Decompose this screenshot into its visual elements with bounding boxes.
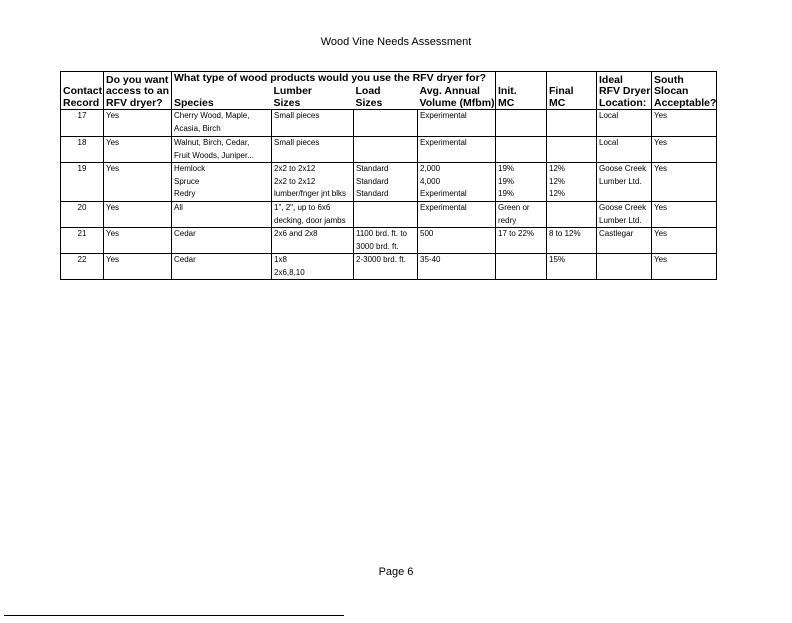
needs-assessment-table [60,71,717,280]
header-line: Ideal [599,73,623,86]
cell-ideal-location [597,137,652,163]
cell-line: All [174,203,183,212]
header-line: MC [498,96,515,109]
cell-final-mc [547,137,597,163]
cell-line: Local [599,138,619,147]
cell-final-mc [547,228,597,254]
cell-avg-volume [418,110,496,137]
footer-rule [4,615,344,616]
table-body [61,110,717,280]
cell-line: Standard [356,189,389,198]
cell-line: 2-3000 brd. ft. [356,255,406,264]
cell-contact-record: 22 [61,254,104,280]
cell-line: Lumber Ltd. [599,215,642,225]
cell-lumber-sizes [272,110,354,137]
cell-line: Walnut, Birch, Cedar, [174,138,250,147]
header-line: Slocan [654,85,689,97]
cell-contact-record: 20 [61,202,104,228]
cell-contact-record: 19 [61,163,104,202]
cell-init-mc [496,137,547,163]
cell-line: 4,000 [420,176,441,186]
cell-line: 3000 brd. ft. [356,241,399,251]
cell-line: 2x2 to 2x12 [274,164,316,173]
cell-avg-volume [418,137,496,163]
cell-line: 19% [498,164,515,173]
header-line: Avg. Annual [419,85,480,97]
cell-south-slocan: Yes [652,254,717,280]
cell-south-slocan: Yes [652,137,717,163]
cell-init-mc [496,110,547,137]
header-access [104,72,172,110]
header-line: RFV dryer? [106,96,163,109]
header-line: access to an [106,85,170,97]
cell-lumber-sizes [272,137,354,163]
header-line: Sizes [355,96,383,109]
document-title: Wood Vine Needs Assessment [320,36,472,48]
header-init-mc [496,72,547,110]
cell-line: 2,000 [420,164,441,173]
header-line: South [654,73,684,86]
cell-final-mc [547,254,597,280]
cell-lumber-sizes [272,202,354,228]
header-line: MC [549,96,566,109]
header-final-mc [547,72,597,110]
cell-avg-volume [418,228,496,254]
cell-access: Yes [104,163,172,202]
header-contact-record [61,72,104,110]
cell-line: 8 to 12% [549,229,581,238]
cell-ideal-location [597,254,652,280]
header-line: RFV Dryer [599,85,651,97]
table-row [61,228,717,254]
cell-line: 12% [549,189,566,198]
cell-line: 19% [498,189,515,198]
header-south-slocan [652,72,717,110]
cell-line: Standard [356,164,389,173]
header-question: What type of wood products would you use the RFV dryer for? [174,72,487,84]
header-line: Species [174,96,214,109]
header-line: Location: [599,96,647,109]
cell-lumber-sizes [272,254,354,280]
cell-species [172,228,272,254]
header-line: Volume (Mfbm) [419,96,495,109]
cell-species [172,110,272,137]
cell-line: 2x6 and 2x8 [274,229,318,238]
cell-avg-volume [418,254,496,280]
cell-access: Yes [104,228,172,254]
cell-species [172,202,272,228]
cell-load-sizes [354,137,418,163]
cell-contact-record: 18 [61,137,104,163]
cell-contact-record: 21 [61,228,104,254]
table-row [61,202,717,228]
header-ideal-location [597,72,652,110]
cell-final-mc [547,110,597,137]
cell-lumber-sizes [272,163,354,202]
header-row [61,72,717,110]
cell-load-sizes [354,228,418,254]
cell-line: 1x8 [274,255,287,264]
cell-line: Experimental [420,111,467,120]
cell-ideal-location [597,228,652,254]
page-number: Page 6 [378,566,414,578]
header-line: Final [549,85,574,97]
header-line: Init. [498,85,517,97]
cell-species [172,163,272,202]
header-line: Sizes [273,96,301,109]
cell-line: Lumber Ltd. [599,176,642,186]
cell-line: 1100 brd. ft. to [356,229,407,238]
cell-line: 15% [549,255,566,264]
cell-line: 12% [549,164,566,173]
cell-line: lumber/fnger jnt blks [274,189,347,198]
cell-line: Fruit Woods, Juniper... [174,150,254,160]
cell-load-sizes [354,110,418,137]
header-line: Lumber [273,85,313,97]
table-row [61,137,717,163]
cell-load-sizes [354,163,418,202]
cell-line: Cherry Wood, Maple, [174,111,250,120]
table-row [61,110,717,137]
cell-avg-volume [418,163,496,202]
header-line: Acceptable? [654,96,717,109]
cell-line: 500 [420,229,434,238]
cell-init-mc [496,163,547,202]
cell-access: Yes [104,110,172,137]
header-line: Record [63,96,100,109]
cell-south-slocan: Yes [652,202,717,228]
cell-line: Experimental [420,189,467,198]
cell-init-mc [496,228,547,254]
cell-line: Acasia, Birch [174,123,221,133]
cell-line: Redry [174,189,196,198]
cell-species [172,137,272,163]
cell-init-mc [496,202,547,228]
cell-line: Standard [356,176,389,186]
header-line: Do you want [106,73,169,86]
cell-line: 1", 2", up to 6x6 [274,203,331,212]
cell-line: Hemlock [174,164,206,173]
cell-line: Experimental [420,203,467,212]
cell-ideal-location [597,163,652,202]
cell-line: Small pieces [274,138,320,147]
cell-line: Cedar [174,229,196,238]
cell-contact-record: 17 [61,110,104,137]
cell-line: 12% [549,176,566,186]
cell-line: redry [498,215,517,225]
cell-line: Spruce [174,176,200,186]
cell-line: Green or [498,203,530,212]
cell-line: Goose Creek [599,164,647,173]
cell-south-slocan: Yes [652,163,717,202]
cell-load-sizes [354,254,418,280]
cell-lumber-sizes [272,228,354,254]
cell-avg-volume [418,202,496,228]
cell-ideal-location [597,202,652,228]
cell-line: decking, door jambs [274,215,346,225]
cell-ideal-location [597,110,652,137]
cell-line: 17 to 22% [498,229,535,238]
cell-init-mc [496,254,547,280]
cell-final-mc [547,202,597,228]
cell-line: Local [599,111,619,120]
header-line: Contact [63,85,103,97]
cell-access: Yes [104,137,172,163]
cell-line: Goose Creek [599,203,647,212]
cell-line: 2x6,8,10 [274,267,305,277]
cell-line: Small pieces [274,111,320,120]
cell-south-slocan: Yes [652,228,717,254]
cell-line: 19% [498,176,515,186]
table-row [61,254,717,280]
cell-final-mc [547,163,597,202]
cell-line: Castlegar [599,229,634,238]
cell-line: 35-40 [420,255,441,264]
cell-access: Yes [104,254,172,280]
cell-load-sizes [354,202,418,228]
cell-line: Cedar [174,255,196,264]
cell-access: Yes [104,202,172,228]
cell-line: Experimental [420,138,467,147]
header-line: Load [355,85,381,97]
table-row [61,163,717,202]
cell-line: 2x2 to 2x12 [274,176,316,186]
cell-south-slocan: Yes [652,110,717,137]
cell-species [172,254,272,280]
